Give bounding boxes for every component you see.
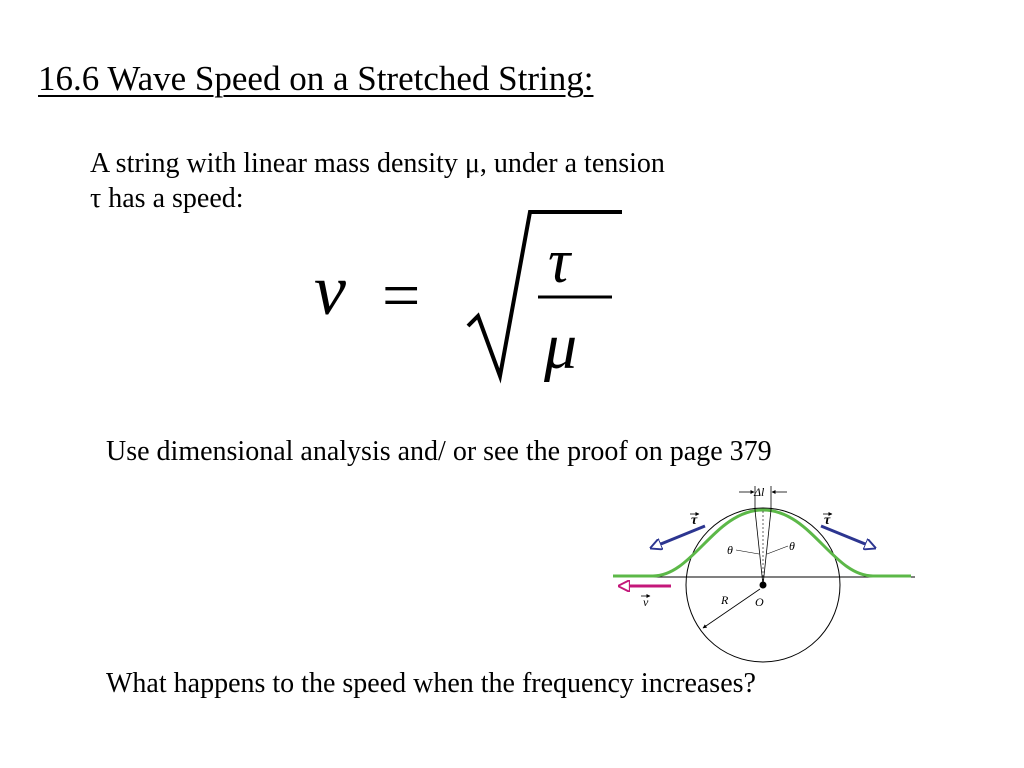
theta-label-right: θ	[789, 539, 795, 553]
velocity-label: v	[643, 595, 649, 609]
theta-leader-right	[767, 546, 788, 554]
slide-title: 16.6 Wave Speed on a Stretched String:	[38, 59, 594, 98]
radius-arrow	[703, 589, 760, 628]
radius-line-left	[755, 510, 763, 585]
formula-equals: =	[382, 257, 421, 333]
center-point	[760, 582, 767, 589]
center-label: O	[755, 595, 764, 609]
intro-line-1: A string with linear mass density μ, under a tension	[90, 148, 665, 179]
proof-note: Use dimensional analysis and/ or see the proof on page 379	[106, 436, 772, 467]
tension-label-right: τ	[824, 513, 831, 528]
intro-line-2: τ has a speed:	[90, 183, 244, 214]
question-text: What happens to the speed when the frequency increases?	[106, 668, 756, 699]
formula-lhs: v	[314, 250, 346, 330]
theta-label-left: θ	[727, 543, 733, 557]
wave-speed-formula	[300, 200, 640, 400]
formula-numerator: τ	[548, 228, 571, 296]
theta-leader-left	[736, 550, 759, 554]
string-pulse-diagram	[605, 478, 925, 670]
delta-l-label: Δl	[754, 485, 765, 499]
radius-label: R	[721, 593, 729, 607]
tension-label-left: τ	[691, 513, 698, 528]
radius-line-right	[763, 510, 771, 585]
formula-denominator: μ	[544, 310, 578, 383]
